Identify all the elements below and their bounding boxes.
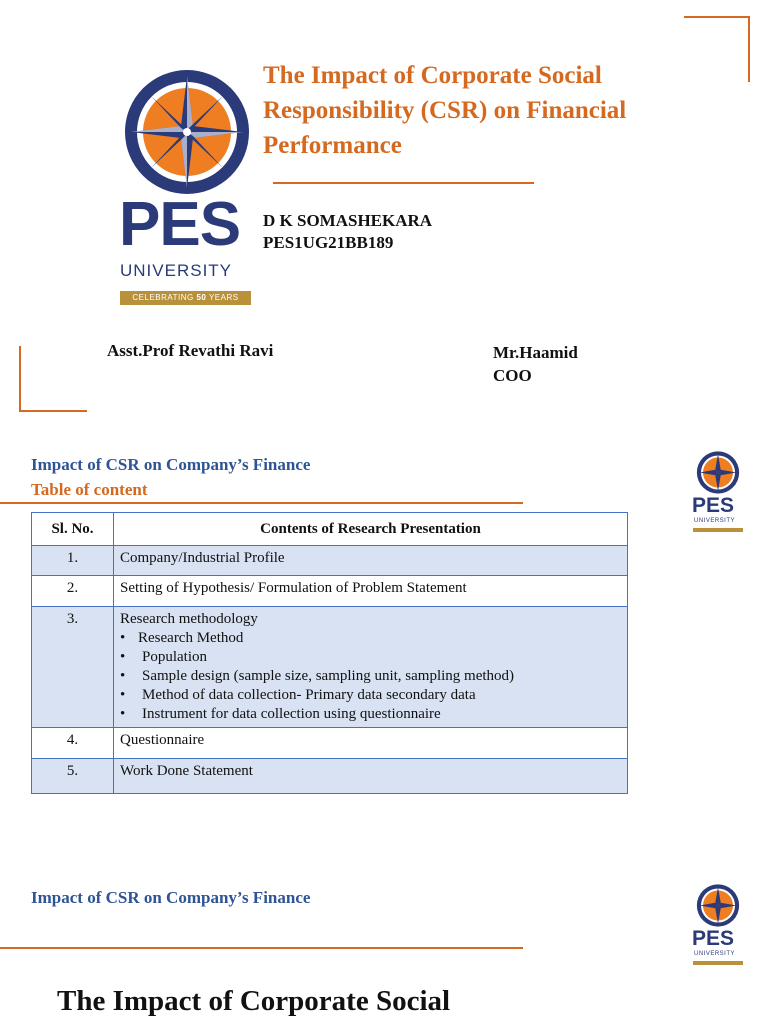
guide-name: Asst.Prof Revathi Ravi: [107, 341, 274, 360]
list-item: • Population: [120, 649, 208, 665]
section-heading: Impact of CSR on Company’s Finance: [31, 455, 311, 474]
table-row: [32, 546, 628, 576]
row-number: 3.: [32, 607, 114, 728]
table-row: [32, 759, 628, 794]
row-text: Work Done Statement: [114, 759, 628, 794]
compass-emblem-icon: [117, 66, 257, 201]
table-row: [32, 607, 628, 728]
header-contents: Contents of Research Presentation: [114, 513, 628, 546]
section-rule: [0, 947, 523, 949]
compass-emblem-icon: [690, 883, 746, 929]
logo-celebration-badge: [693, 528, 743, 532]
logo-celebration-badge: CELEBRATING 50 YEARS: [120, 291, 251, 305]
row-text: Company/Industrial Profile: [114, 546, 628, 576]
corner-frame-bottom-left: [19, 410, 87, 412]
row-text-with-list: [114, 607, 628, 728]
logo-wordmark: PES: [692, 927, 735, 950]
row-text: Research methodology: [120, 611, 258, 627]
list-item: • Instrument for data collection using questionnaire: [120, 706, 441, 722]
mentor-role: COO: [493, 366, 532, 385]
row-number: 4.: [32, 728, 114, 759]
pes-university-logo: [117, 66, 257, 311]
section-subheading: Table of content: [31, 480, 148, 499]
row-number: 5.: [32, 759, 114, 794]
list-item: • Method of data collection- Primary data secondary data: [120, 687, 476, 703]
row-text: Questionnaire: [114, 728, 628, 759]
section-rule: [0, 502, 523, 504]
logo-university-text: UNIVERSITY: [120, 261, 233, 280]
list-item: • Sample design (sample size, sampling unit, sampling method): [120, 668, 515, 684]
pes-small-logo: [690, 883, 746, 969]
row-text: Setting of Hypothesis/ Formulation of Problem Statement: [114, 576, 628, 607]
author-name: D K SOMASHEKARA: [263, 211, 433, 230]
table-of-contents: [31, 512, 628, 794]
corner-frame-top-right-vertical: [748, 16, 750, 82]
table-header-row: [32, 513, 628, 546]
presentation-title: The Impact of Corporate Social Responsibility (CSR) on Financial Performance: [263, 62, 627, 159]
logo-university-text: UNIVERSITY: [694, 951, 736, 957]
logo-wordmark: PES: [692, 494, 735, 517]
section-heading: Impact of CSR on Company’s Finance: [31, 888, 311, 907]
slide3-title: The Impact of Corporate Social: [57, 985, 451, 1017]
row-number: 1.: [32, 546, 114, 576]
compass-emblem-icon: [690, 450, 746, 496]
logo-university-text: UNIVERSITY: [694, 518, 736, 524]
mentor-name: Mr.Haamid: [493, 343, 578, 362]
title-underline: [273, 182, 534, 184]
table-row: [32, 728, 628, 759]
corner-frame-bottom-left-vertical: [19, 346, 21, 412]
pes-small-logo: [690, 450, 746, 536]
author-block: [263, 210, 432, 254]
logo-celebration-badge: [693, 961, 743, 965]
logo-wordmark: PES: [119, 190, 241, 259]
corner-frame-top-right: [684, 16, 750, 18]
row-number: 2.: [32, 576, 114, 607]
author-id: PES1UG21BB189: [263, 233, 394, 252]
list-item: • Research Method: [120, 630, 244, 646]
table-row: [32, 576, 628, 607]
header-sl-no: Sl. No.: [32, 513, 114, 546]
mentor-block: [493, 341, 578, 387]
